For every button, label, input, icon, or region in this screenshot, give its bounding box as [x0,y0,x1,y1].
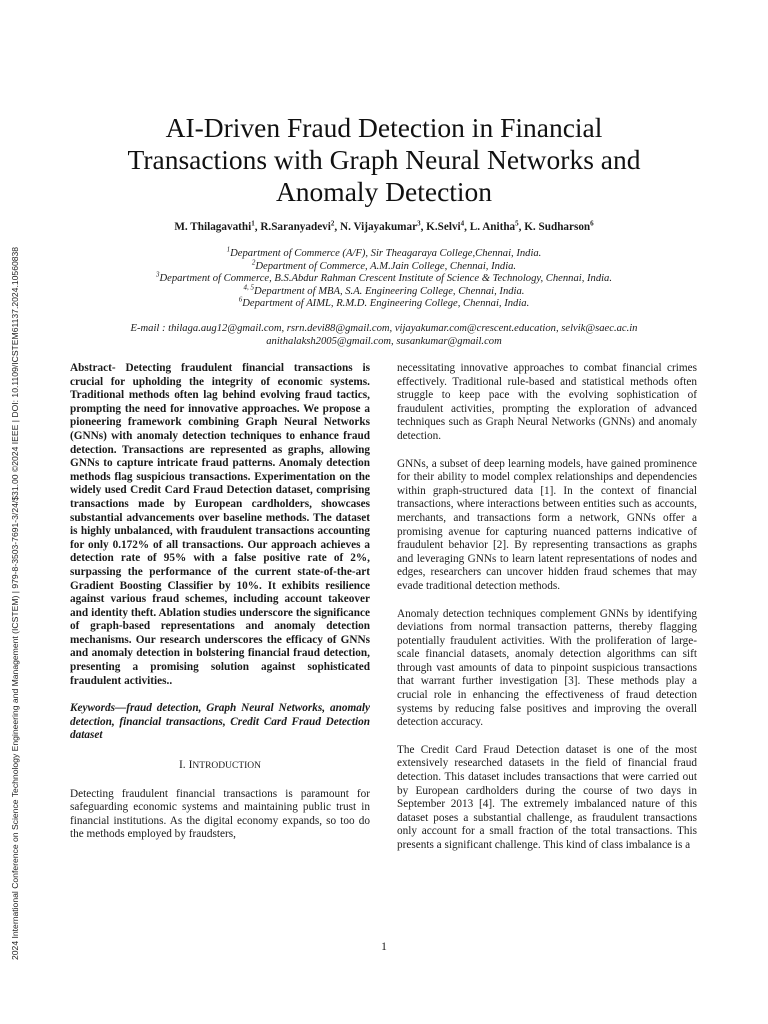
affiliations [60,245,708,311]
keywords: Keywords—fraud detection, Graph Neural Networks, anomaly detection, financial transactions, Credit Card Fraud Detection dataset [70,702,370,742]
affiliation: $^3$Department of Commerce, B.S.Abdur Rahman Crescent Institute of Science & Technology, Chennai, India. [155,270,612,285]
author: R.Saranyadevi$^2$ [260,219,335,233]
author: N. Vijayakumar$^3$ [339,219,421,233]
email-line: anithalaksh2005@gmail.com, susankumar@gmail.com [266,335,502,347]
affiliation: $^{4, 5}$Department of MBA, S.A. Engineering College, Chennai, India. [243,283,525,297]
page-number: 1 [381,941,387,953]
author: K. Sudharson$^6$ [524,219,594,233]
author: M. Thilagavathi$^1$ [174,219,255,233]
right-column [397,362,697,853]
intro-paragraph: Detecting fraudulent financial transactions is paramount for safeguarding economic systems and maintaining public trust in financial institutions. As the digital economy expands, so too do the methods employed by fraudsters, [70,787,370,841]
title-line: AI-Driven Fraud Detection in Financial [165,112,603,143]
author: L. Anitha$^5$ [469,219,519,233]
abstract: Abstract- Detecting fraudulent financial transactions is crucial for upholding the integrity of economic systems. Traditional methods often lag behind evolving fraud tactics, prompting the need for innovative approaches. We propose a pioneering framework combining Graph Neural Networks (GNNs) with anomaly detection techniques to enhance fraud detection. Transactions are represented as graphs, allowing GNNs to capture intricate fraud patterns. Anomaly detection methods flag suspicious transactions. Experimentation on the widely used Credit Card Fraud Detection dataset, comprising transactions made by European cardholders, showcases substantial advancements over baseline methods. The dataset is highly unbalanced, with fraudulent transactions accounting for only 0.172% of all transactions. Our approach achieves a detection rate of 95% with a false positive rate of 2%, surpassing the performance of the current state-of-the-art Gradient Boosting Classifier by 10%. It exhibits resilience against various fraud schemes, including account takeover and identity theft. Ablation studies underscore the significance of graph-based representations and anomaly detection mechanisms. Our research underscores the efficacy of GNNs and anomaly detection in bolstering financial fraud detection, presenting a promising solution against sophisticated fraudulent activities.. [70,362,370,687]
section-heading-introduction: I. INTRODUCTION [178,759,262,772]
side-banner [6,210,20,960]
email-block [60,323,708,348]
body-paragraph: necessitating innovative approaches to combat financial crimes effectively. Traditional rule-based and statistical methods often struggle to keep pace with the evolving sophistication of fraudulent activities, prompting the exploration of advanced techniques such as Graph Neural Networks (GNNs) and anomaly detection. [397,362,697,442]
affiliation: $^2$Department of Commerce, A.M.Jain College, Chennai, India. [251,258,517,272]
author-list: M. Thilagavathi$^1$, R.Saranyadevi$^2$, N. Vijayakumar$^3$, K.Selvi$^4$, L. Anitha$^5$, K. Sudharson$^6$ [174,219,594,233]
doi-banner-text: 2024 International Conference on Science Technology Engineering and Management (ICSTEM) | 979-8-3503-7691-3/24/$31.00 ©2024 IEEE | DOI: 10.1109/ICSTEM61137.2024.10560838 [10,246,20,960]
title-line: Transactions with Graph Neural Networks and [127,144,641,175]
left-column [70,362,370,842]
affiliation: $^1$Department of Commerce (A/F), Sir Theagaraya College,Chennai, India. [226,245,542,259]
body-paragraph: The Credit Card Fraud Detection dataset is one of the most extensively researched datasets in the field of financial fraud detection. This dataset includes transactions that were carried out by European cardholders during the course of two days in September 2013 [4]. The extremely imbalanced nature of this dataset poses a substantial challenge, as fraudulent transactions only account for a small fraction of the total transactions. This presents a significant challenge. This kind of class imbalance is a [397,743,697,851]
paper-title [60,112,708,208]
affiliation: $^6$Department of AIML, R.M.D. Engineering College, Chennai, India. [238,295,530,310]
email-line: E-mail : thilaga.aug12@gmail.com, rsrn.devi88@gmail.com, vijayakumar.com@crescent.education, selvik@saec.ac.in [130,323,638,334]
body-paragraph: GNNs, a subset of deep learning models, have gained prominence for their ability to model complex relationships and dependencies within graph-structured data [1]. In the context of financial transactions, where interactions between entities such as accounts, merchants, and transactions form a network, GNNs offer a promising avenue for capturing nuanced patterns indicative of fraudulent behavior [2]. By representing transactions as graphs and leveraging GNNs to learn latent representations of nodes and edges, researchers can uncover hidden fraud schemes that may evade traditional detection methods. [397,457,697,592]
body-paragraph: Anomaly detection techniques complement GNNs by identifying deviations from normal transaction patterns, thereby flagging potentially fraudulent activities. With the proliferation of large-scale financial datasets, anomaly detection algorithms can sift through vast amounts of data to pinpoint suspicious transactions that warrant further investigation [3]. These methods play a crucial role in enhancing the effectiveness of fraud detection systems by reducing false positives and improving the overall detection accuracy. [397,607,697,729]
author: K.Selvi$^4$ [426,219,465,233]
title-line: Anomaly Detection [275,176,493,207]
